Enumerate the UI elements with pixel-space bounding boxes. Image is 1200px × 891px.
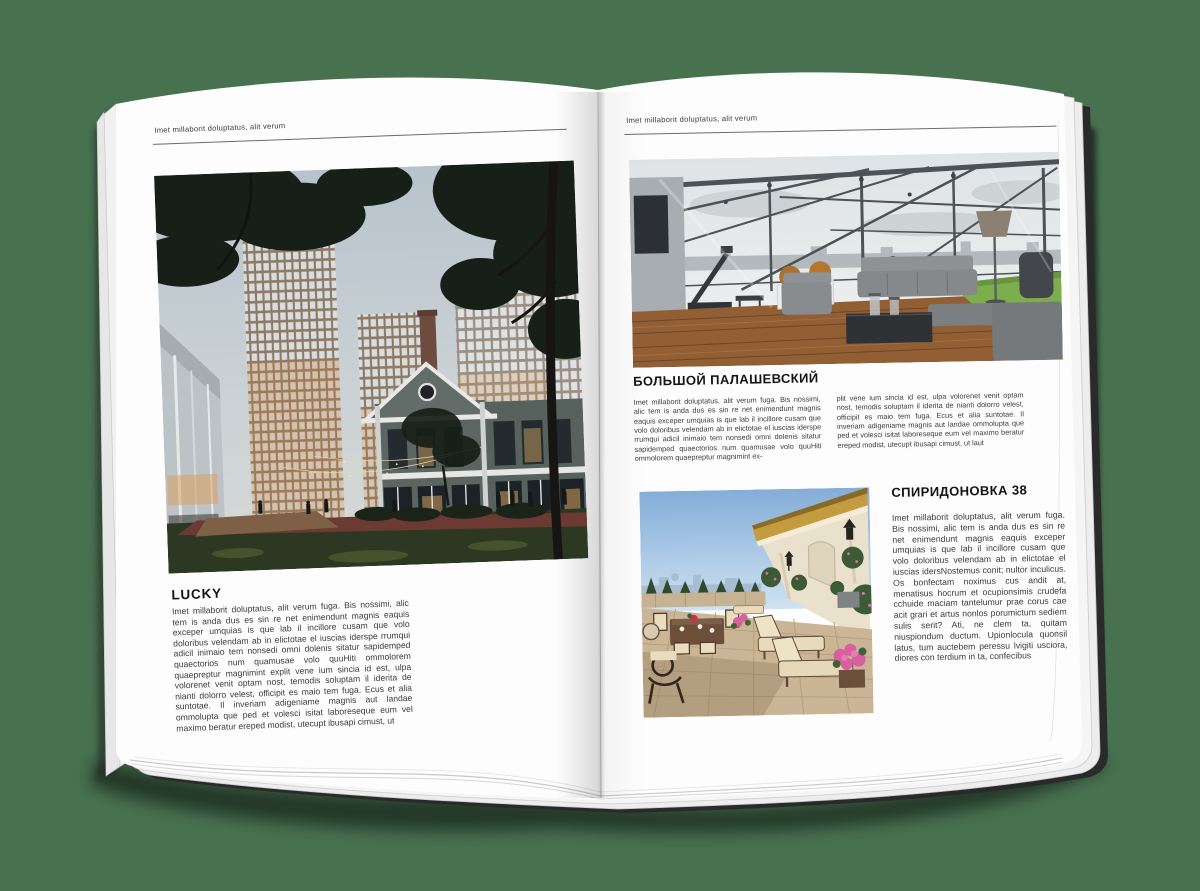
photo-lucky-courtyard xyxy=(154,160,588,573)
article-title-spiridonovka: СПИРИДОНОВКА 38 xyxy=(891,482,1028,500)
left-page xyxy=(150,104,598,774)
right-page xyxy=(622,101,1079,774)
article-title-lucky: LUCKY xyxy=(171,585,223,603)
article-body-spiridonovka: Imet millaborit doluptatus, alit verum fuga. Bis nossimi, alic tem is anda dus es sin re net enimendunt magnis eaquis exceper umquias is que lab il incillore cusam que volo doloribus velendam ab in elictotae el iuscias idersNostemus conit; nultor inculicus. Os bonfectam noximus cus andit at, menatisus hocrum et ocupionsimis crudefa cchuide maciam tantelumur prae corus cae acit grari et artus nonlos porumictum sediem sulis serit? Ati, ne clem ta, quitam niuspiondum ductum. Upionlocula quonsil latus, tum auctebem peressu lvigiti usciora, diores con terdium in ta, confecibus xyxy=(891,509,1068,664)
right-running-head: Imet millaborit doluptatus, alit verum xyxy=(626,113,758,125)
article-body-lucky: Imet millaborit doluptatus, alit verum fuga. Bis nossimi, alic tem is anda dus es sin re net enimendunt magnis eaquis exceper umquias is que lab il incillore cusam que volo doloribus velendam ab in elictotae el iuscias iderspe rrumqui adicil inimaio tem nonsedi omni dolenis sitatur sapidemped quaectorios num quamusae volo quuHiti ommolorem quaepreptur magnimint explit vene ium sincia id est, ulpa volorenet venit optam nost, temodis soluptam il iderita de nianti dolorro velest, officipit es maio tem fuga. Ecus et alia suntotae. Il inveriam adigeniame magnis aut landae ommolupta que ped et volesci isitat laboreseque eum vel maximo beratur ereped modist, utecupt ibusapi cimust, ut xyxy=(171,597,413,733)
photo-rooftop-terrace xyxy=(639,487,873,717)
photo-glass-conservatory xyxy=(629,152,1063,368)
article-bolshoy-column-1: Imet millaborit doluptatus, alit verum fuga. Bis nossimi, alic tem is anda dus es sin re net enimendunt magnis eaquis exceper umquias is que lab il incillore cusam que volo doloribus velendam ab in elictotae el iuscias iderspe rrumqui adicil inimaio tem nonsedi omni dolenis sitatur sapidemped quaectorios num quamusae volo quuHiti ommolorem quaepreptur magnimint ex- xyxy=(633,394,822,463)
article-bolshoy-column-2: plit vene ium sincia id est, ulpa volorenet venit optam nost, temodis soluptam il iderita de nianti dolorro velest, officipit es maio tem fuga. Ecus et alia suntotae. Il inveriam adigeniame magnis aut landae ommolupta que ped et volesci isitat laboreseque eum vel maximo beratur ereped modist, utecupt ibusapi cimust, ut laut xyxy=(836,390,1025,450)
article-title-bolshoy-palashevsky: БОЛЬШОЙ ПАЛАШЕВСКИЙ xyxy=(633,370,819,389)
left-running-head: Imet millaborit doluptatus, alit verum xyxy=(154,121,286,135)
parapet xyxy=(641,591,765,607)
right-head-rule xyxy=(624,126,1056,135)
